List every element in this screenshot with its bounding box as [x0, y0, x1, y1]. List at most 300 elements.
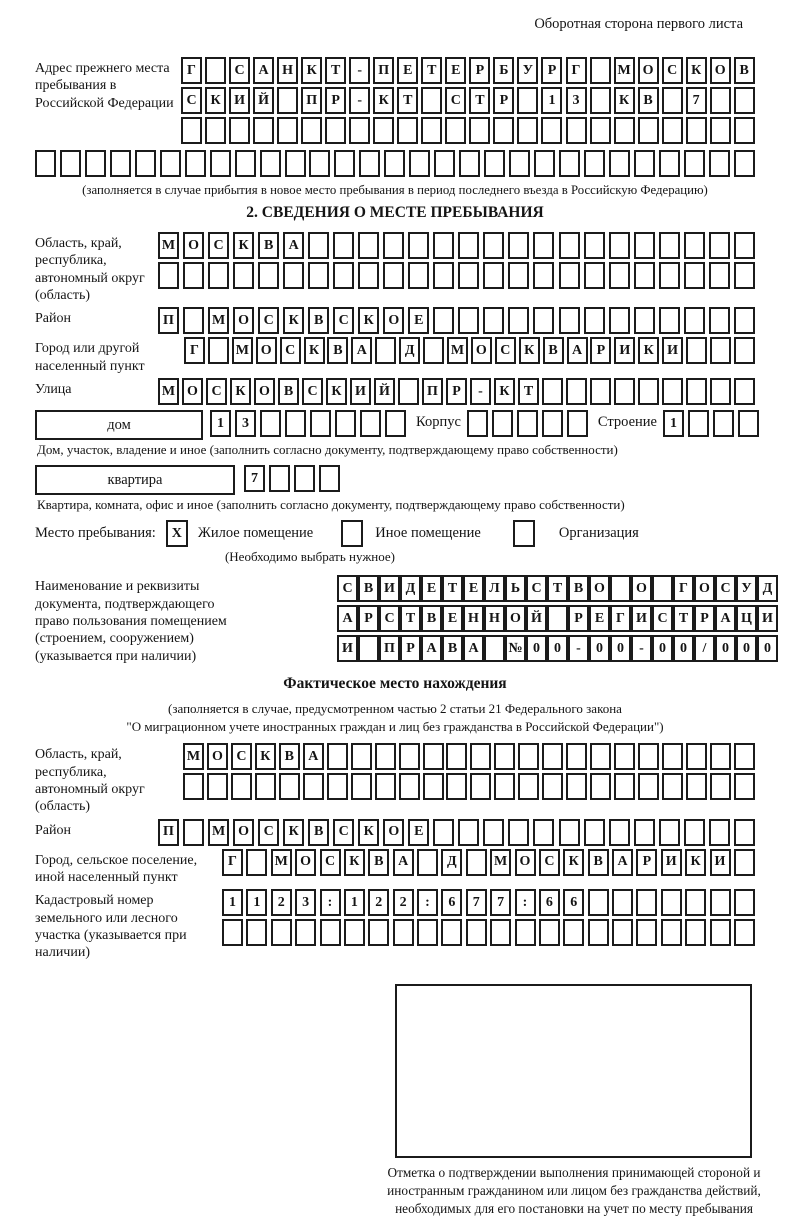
char-box[interactable]	[470, 743, 491, 770]
char-box[interactable]: Д	[757, 575, 778, 602]
char-box[interactable]	[652, 575, 673, 602]
char-box[interactable]	[85, 150, 106, 177]
char-box[interactable]: П	[301, 87, 322, 114]
char-box[interactable]	[590, 57, 611, 84]
char-box[interactable]	[659, 150, 680, 177]
char-box[interactable]	[397, 117, 418, 144]
char-box[interactable]	[515, 919, 536, 946]
char-box[interactable]	[398, 378, 419, 405]
char-box[interactable]	[533, 262, 554, 289]
char-box[interactable]	[709, 307, 730, 334]
char-box[interactable]: И	[229, 87, 250, 114]
char-box[interactable]: Е	[408, 819, 429, 846]
char-box[interactable]: О	[631, 575, 652, 602]
char-box[interactable]	[659, 232, 680, 259]
char-box[interactable]	[260, 410, 281, 437]
char-box[interactable]: С	[302, 378, 323, 405]
char-box[interactable]: С	[526, 575, 547, 602]
char-box[interactable]: П	[379, 635, 400, 662]
char-box[interactable]	[158, 262, 179, 289]
char-box[interactable]: -	[631, 635, 652, 662]
char-box[interactable]	[533, 232, 554, 259]
char-box[interactable]	[446, 743, 467, 770]
char-box[interactable]	[517, 87, 538, 114]
char-box[interactable]	[246, 919, 267, 946]
char-box[interactable]: Р	[446, 378, 467, 405]
char-box[interactable]	[283, 262, 304, 289]
char-box[interactable]	[517, 410, 538, 437]
char-box[interactable]: Р	[325, 87, 346, 114]
char-box[interactable]: В	[543, 337, 564, 364]
char-box[interactable]	[563, 919, 584, 946]
char-box[interactable]: П	[373, 57, 394, 84]
char-box[interactable]	[686, 117, 707, 144]
char-box[interactable]	[634, 232, 655, 259]
char-box[interactable]: 7	[686, 87, 707, 114]
char-box[interactable]: М	[490, 849, 511, 876]
char-box[interactable]	[686, 337, 707, 364]
char-box[interactable]	[614, 117, 635, 144]
char-box[interactable]: С	[206, 378, 227, 405]
char-box[interactable]	[294, 465, 315, 492]
char-box[interactable]	[734, 307, 755, 334]
char-box[interactable]	[285, 150, 306, 177]
char-box[interactable]	[559, 819, 580, 846]
char-box[interactable]	[458, 819, 479, 846]
char-box[interactable]	[333, 262, 354, 289]
char-box[interactable]	[383, 262, 404, 289]
char-box[interactable]	[508, 307, 529, 334]
char-box[interactable]	[35, 150, 56, 177]
char-box[interactable]	[584, 232, 605, 259]
char-box[interactable]: /	[694, 635, 715, 662]
char-box[interactable]: К	[233, 232, 254, 259]
char-box[interactable]	[309, 150, 330, 177]
char-box[interactable]	[484, 150, 505, 177]
char-box[interactable]	[368, 919, 389, 946]
char-box[interactable]	[208, 262, 229, 289]
char-box[interactable]	[590, 378, 611, 405]
char-box[interactable]	[710, 117, 731, 144]
char-box[interactable]	[734, 743, 755, 770]
char-box[interactable]: Т	[400, 605, 421, 632]
char-box[interactable]: С	[652, 605, 673, 632]
char-box[interactable]: 7	[466, 889, 487, 916]
char-box[interactable]: Т	[673, 605, 694, 632]
char-box[interactable]: 0	[610, 635, 631, 662]
char-box[interactable]: К	[230, 378, 251, 405]
char-box[interactable]	[421, 87, 442, 114]
char-box[interactable]: Е	[445, 57, 466, 84]
char-box[interactable]	[308, 232, 329, 259]
char-box[interactable]: Е	[421, 575, 442, 602]
char-box[interactable]: В	[638, 87, 659, 114]
char-box[interactable]: Т	[547, 575, 568, 602]
char-box[interactable]	[734, 150, 755, 177]
char-box[interactable]	[358, 635, 379, 662]
char-box[interactable]	[609, 819, 630, 846]
char-box[interactable]: Н	[277, 57, 298, 84]
char-box[interactable]	[590, 773, 611, 800]
char-box[interactable]: 0	[526, 635, 547, 662]
char-box[interactable]	[686, 743, 707, 770]
char-box[interactable]: К	[358, 307, 379, 334]
char-box[interactable]	[210, 150, 231, 177]
char-box[interactable]	[246, 849, 267, 876]
char-box[interactable]: С	[258, 819, 279, 846]
char-box[interactable]: К	[344, 849, 365, 876]
char-box[interactable]: С	[333, 307, 354, 334]
char-box[interactable]: 0	[652, 635, 673, 662]
char-box[interactable]: 0	[736, 635, 757, 662]
char-box[interactable]	[734, 87, 755, 114]
char-box[interactable]	[638, 773, 659, 800]
char-box[interactable]	[334, 150, 355, 177]
char-box[interactable]: К	[519, 337, 540, 364]
char-box[interactable]: 2	[271, 889, 292, 916]
char-box[interactable]: К	[686, 57, 707, 84]
char-box[interactable]	[684, 307, 705, 334]
char-box[interactable]	[542, 743, 563, 770]
char-box[interactable]: Ц	[736, 605, 757, 632]
char-box[interactable]: А	[351, 337, 372, 364]
char-box[interactable]	[483, 262, 504, 289]
char-box[interactable]	[308, 262, 329, 289]
char-box[interactable]: Г	[673, 575, 694, 602]
char-box[interactable]	[609, 262, 630, 289]
char-box[interactable]	[710, 889, 731, 916]
char-box[interactable]: С	[229, 57, 250, 84]
char-box[interactable]: 3	[566, 87, 587, 114]
char-box[interactable]	[253, 117, 274, 144]
char-box[interactable]: 0	[673, 635, 694, 662]
char-box[interactable]: Ь	[505, 575, 526, 602]
char-box[interactable]	[327, 743, 348, 770]
char-box[interactable]: 7	[490, 889, 511, 916]
char-box[interactable]: А	[253, 57, 274, 84]
char-box[interactable]: С	[539, 849, 560, 876]
char-box[interactable]	[271, 919, 292, 946]
char-box[interactable]: -	[470, 378, 491, 405]
char-box[interactable]: :	[417, 889, 438, 916]
char-box[interactable]	[634, 307, 655, 334]
char-box[interactable]	[235, 150, 256, 177]
char-box[interactable]	[445, 117, 466, 144]
char-box[interactable]	[662, 743, 683, 770]
char-box[interactable]	[685, 919, 706, 946]
char-box[interactable]	[662, 773, 683, 800]
char-box[interactable]	[686, 773, 707, 800]
char-box[interactable]: 0	[589, 635, 610, 662]
char-box[interactable]	[208, 337, 229, 364]
char-box[interactable]: 2	[368, 889, 389, 916]
char-box[interactable]	[710, 378, 731, 405]
char-box[interactable]	[662, 87, 683, 114]
char-box[interactable]: К	[283, 307, 304, 334]
char-box[interactable]	[590, 743, 611, 770]
char-box[interactable]: М	[208, 307, 229, 334]
char-box[interactable]: О	[710, 57, 731, 84]
char-box[interactable]	[183, 819, 204, 846]
char-box[interactable]	[734, 919, 755, 946]
char-box[interactable]	[685, 889, 706, 916]
char-box[interactable]: М	[232, 337, 253, 364]
char-box[interactable]: И	[350, 378, 371, 405]
char-box[interactable]: О	[182, 378, 203, 405]
char-box[interactable]: Т	[518, 378, 539, 405]
char-box[interactable]	[709, 262, 730, 289]
char-box[interactable]: 3	[235, 410, 256, 437]
char-box[interactable]: Н	[463, 605, 484, 632]
char-box[interactable]: Р	[568, 605, 589, 632]
char-box[interactable]: К	[494, 378, 515, 405]
char-box[interactable]	[494, 773, 515, 800]
char-box[interactable]	[584, 262, 605, 289]
char-box[interactable]: С	[231, 743, 252, 770]
char-box[interactable]	[229, 117, 250, 144]
char-box[interactable]	[614, 773, 635, 800]
char-box[interactable]	[433, 262, 454, 289]
char-box[interactable]: -	[568, 635, 589, 662]
char-box[interactable]	[358, 232, 379, 259]
char-box[interactable]	[533, 307, 554, 334]
char-box[interactable]	[738, 410, 759, 437]
char-box[interactable]: О	[295, 849, 316, 876]
char-box[interactable]: М	[183, 743, 204, 770]
checkbox-other-premises[interactable]	[341, 520, 363, 547]
char-box[interactable]	[684, 150, 705, 177]
char-box[interactable]: К	[283, 819, 304, 846]
char-box[interactable]	[349, 117, 370, 144]
char-box[interactable]	[469, 117, 490, 144]
char-box[interactable]	[734, 232, 755, 259]
char-box[interactable]: Р	[400, 635, 421, 662]
char-box[interactable]	[559, 150, 580, 177]
char-box[interactable]: 6	[539, 889, 560, 916]
char-box[interactable]: П	[158, 819, 179, 846]
char-box[interactable]	[636, 919, 657, 946]
char-box[interactable]: Р	[469, 57, 490, 84]
char-box[interactable]	[541, 117, 562, 144]
char-box[interactable]: Д	[399, 337, 420, 364]
char-box[interactable]	[638, 117, 659, 144]
char-box[interactable]: Р	[358, 605, 379, 632]
char-box[interactable]: К	[614, 87, 635, 114]
char-box[interactable]	[423, 743, 444, 770]
char-box[interactable]: 0	[547, 635, 568, 662]
char-box[interactable]	[734, 262, 755, 289]
char-box[interactable]	[508, 262, 529, 289]
char-box[interactable]	[441, 919, 462, 946]
char-box[interactable]: Т	[469, 87, 490, 114]
char-box[interactable]: И	[710, 849, 731, 876]
char-box[interactable]	[493, 117, 514, 144]
char-box[interactable]	[612, 919, 633, 946]
char-box[interactable]	[614, 378, 635, 405]
char-box[interactable]: И	[337, 635, 358, 662]
char-box[interactable]	[183, 262, 204, 289]
char-box[interactable]	[710, 87, 731, 114]
char-box[interactable]: Г	[222, 849, 243, 876]
char-box[interactable]	[458, 307, 479, 334]
char-box[interactable]	[417, 849, 438, 876]
char-box[interactable]	[566, 743, 587, 770]
char-box[interactable]: В	[368, 849, 389, 876]
char-box[interactable]	[423, 337, 444, 364]
char-box[interactable]	[351, 743, 372, 770]
char-box[interactable]	[734, 849, 755, 876]
char-box[interactable]	[408, 262, 429, 289]
char-box[interactable]: -	[349, 87, 370, 114]
char-box[interactable]	[320, 919, 341, 946]
char-box[interactable]	[734, 337, 755, 364]
char-box[interactable]	[433, 307, 454, 334]
char-box[interactable]	[688, 410, 709, 437]
char-box[interactable]	[584, 307, 605, 334]
char-box[interactable]	[636, 889, 657, 916]
char-box[interactable]: О	[505, 605, 526, 632]
char-box[interactable]: С	[379, 605, 400, 632]
char-box[interactable]: И	[631, 605, 652, 632]
char-box[interactable]: К	[685, 849, 706, 876]
char-box[interactable]	[509, 150, 530, 177]
char-box[interactable]	[734, 819, 755, 846]
char-box[interactable]	[393, 919, 414, 946]
char-box[interactable]	[588, 919, 609, 946]
char-box[interactable]: 1	[246, 889, 267, 916]
char-box[interactable]	[559, 262, 580, 289]
char-box[interactable]	[662, 117, 683, 144]
char-box[interactable]	[417, 919, 438, 946]
char-box[interactable]	[351, 773, 372, 800]
char-box[interactable]: Т	[442, 575, 463, 602]
char-box[interactable]	[399, 773, 420, 800]
char-box[interactable]: Г	[566, 57, 587, 84]
char-box[interactable]: И	[661, 849, 682, 876]
char-box[interactable]	[542, 410, 563, 437]
char-box[interactable]: А	[612, 849, 633, 876]
char-box[interactable]	[470, 773, 491, 800]
char-box[interactable]	[559, 232, 580, 259]
char-box[interactable]	[383, 232, 404, 259]
char-box[interactable]: А	[463, 635, 484, 662]
char-box[interactable]: Р	[541, 57, 562, 84]
char-box[interactable]: И	[614, 337, 635, 364]
char-box[interactable]	[325, 117, 346, 144]
char-box[interactable]: Т	[421, 57, 442, 84]
char-box[interactable]: :	[320, 889, 341, 916]
char-box[interactable]	[285, 410, 306, 437]
char-box[interactable]: О	[207, 743, 228, 770]
char-box[interactable]: Д	[400, 575, 421, 602]
char-box[interactable]: А	[567, 337, 588, 364]
char-box[interactable]: В	[442, 635, 463, 662]
char-box[interactable]: А	[303, 743, 324, 770]
char-box[interactable]	[385, 410, 406, 437]
char-box[interactable]	[492, 410, 513, 437]
char-box[interactable]	[205, 117, 226, 144]
char-box[interactable]: О	[515, 849, 536, 876]
char-box[interactable]	[634, 150, 655, 177]
char-box[interactable]: С	[208, 232, 229, 259]
char-box[interactable]	[662, 378, 683, 405]
char-box[interactable]: О	[254, 378, 275, 405]
char-box[interactable]	[258, 262, 279, 289]
char-box[interactable]	[269, 465, 290, 492]
char-box[interactable]	[686, 378, 707, 405]
char-box[interactable]: Т	[397, 87, 418, 114]
char-box[interactable]: К	[205, 87, 226, 114]
char-box[interactable]	[373, 117, 394, 144]
char-box[interactable]	[634, 819, 655, 846]
char-box[interactable]: А	[421, 635, 442, 662]
char-box[interactable]	[684, 232, 705, 259]
char-box[interactable]	[710, 743, 731, 770]
char-box[interactable]	[547, 605, 568, 632]
char-box[interactable]	[279, 773, 300, 800]
char-box[interactable]: К	[638, 337, 659, 364]
char-box[interactable]: Е	[397, 57, 418, 84]
char-box[interactable]: О	[383, 819, 404, 846]
char-box[interactable]	[459, 150, 480, 177]
char-box[interactable]	[467, 410, 488, 437]
char-box[interactable]: Г	[184, 337, 205, 364]
char-box[interactable]	[734, 117, 755, 144]
char-box[interactable]	[423, 773, 444, 800]
char-box[interactable]: 1	[210, 410, 231, 437]
char-box[interactable]	[222, 919, 243, 946]
char-box[interactable]: Р	[590, 337, 611, 364]
checkbox-residential[interactable]: X	[166, 520, 188, 547]
char-box[interactable]: А	[393, 849, 414, 876]
char-box[interactable]	[734, 889, 755, 916]
char-box[interactable]: О	[233, 307, 254, 334]
char-box[interactable]: С	[181, 87, 202, 114]
char-box[interactable]	[183, 307, 204, 334]
char-box[interactable]: С	[715, 575, 736, 602]
char-box[interactable]: П	[422, 378, 443, 405]
char-box[interactable]: В	[421, 605, 442, 632]
char-box[interactable]: Е	[408, 307, 429, 334]
char-box[interactable]: К	[301, 57, 322, 84]
char-box[interactable]: Й	[253, 87, 274, 114]
char-box[interactable]: О	[694, 575, 715, 602]
char-box[interactable]	[567, 410, 588, 437]
char-box[interactable]: С	[320, 849, 341, 876]
char-box[interactable]: А	[283, 232, 304, 259]
char-box[interactable]	[734, 773, 755, 800]
char-box[interactable]: Т	[325, 57, 346, 84]
char-box[interactable]: А	[715, 605, 736, 632]
char-box[interactable]: А	[337, 605, 358, 632]
char-box[interactable]: М	[158, 378, 179, 405]
char-box[interactable]	[590, 87, 611, 114]
char-box[interactable]: 6	[441, 889, 462, 916]
char-box[interactable]	[384, 150, 405, 177]
char-box[interactable]	[638, 378, 659, 405]
char-box[interactable]: 0	[715, 635, 736, 662]
char-box[interactable]: В	[278, 378, 299, 405]
char-box[interactable]	[609, 307, 630, 334]
char-box[interactable]: К	[563, 849, 584, 876]
char-box[interactable]: В	[588, 849, 609, 876]
char-box[interactable]	[709, 150, 730, 177]
char-box[interactable]	[327, 773, 348, 800]
char-box[interactable]: С	[495, 337, 516, 364]
char-box[interactable]	[713, 410, 734, 437]
char-box[interactable]	[609, 232, 630, 259]
char-box[interactable]: С	[258, 307, 279, 334]
